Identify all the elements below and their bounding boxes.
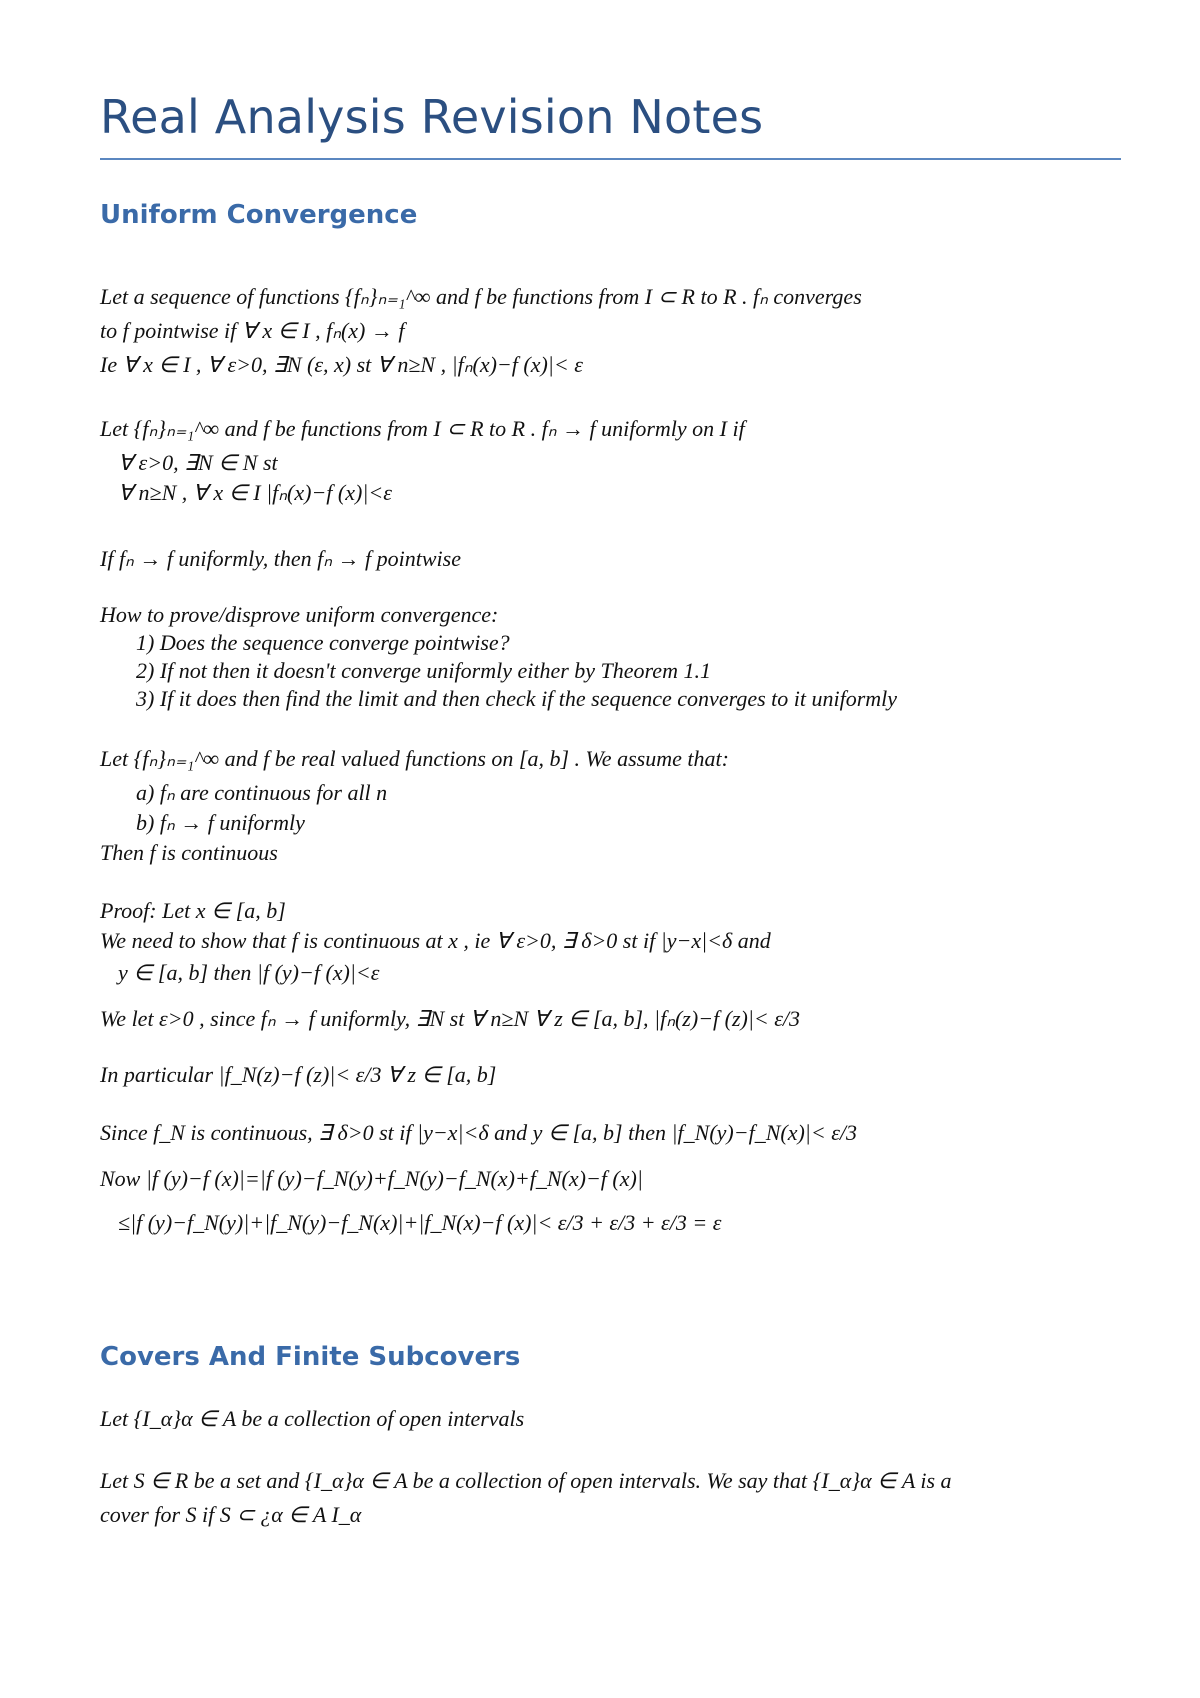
text-line: to f pointwise if ∀ x ∈ I , fₙ(x) → f bbox=[100, 318, 405, 343]
text-line: We need to show that f is continuous at x , ie ∀ ε>0, ∃ δ>0 st if |y−x|<δ and bbox=[100, 928, 771, 953]
section-heading-uniform-convergence: Uniform Convergence bbox=[100, 200, 418, 230]
title-divider bbox=[100, 158, 1121, 160]
text-line: Let S ∈ R be a set and {I_α}α ∈ A be a collection of open intervals. We say that {I_α}α ∈ A is a bbox=[100, 1468, 952, 1493]
text-line: In particular |f_N(z)−f (z)|< ε/3 ∀ z ∈ [a, b] bbox=[100, 1062, 497, 1087]
text-line: Then f is continuous bbox=[100, 840, 278, 865]
text-line: Now |f (y)−f (x)|=|f (y)−f_N(y)+f_N(y)−f_N(x)+f_N(x)−f (x)| bbox=[100, 1166, 643, 1191]
list-item: 2) If not then it doesn't converge uniformly either by Theorem 1.1 bbox=[136, 658, 711, 683]
list-item: b) fₙ → f uniformly bbox=[136, 810, 305, 835]
text-line: We let ε>0 , since fₙ → f uniformly, ∃N st ∀ n≥N ∀ z ∈ [a, b], |fₙ(z)−f (z)|< ε/3 bbox=[100, 1006, 801, 1031]
text-line: ∀ n≥N , ∀ x ∈ I |fₙ(x)−f (x)|<ε bbox=[118, 480, 392, 505]
text-line: Since f_N is continuous, ∃ δ>0 st if |y−x|<δ and y ∈ [a, b] then |f_N(y)−f_N(x)|< ε/3 bbox=[100, 1120, 857, 1145]
text-line: Let {fₙ}ₙ₌₁^∞ and f be functions from I ⊂ R to R . fₙ → f uniformly on I if bbox=[100, 416, 745, 441]
text-line: Proof: Let x ∈ [a, b] bbox=[100, 898, 286, 923]
text-line: ∀ ε>0, ∃N ∈ N st bbox=[118, 450, 278, 475]
section-heading-covers: Covers And Finite Subcovers bbox=[100, 1342, 521, 1372]
list-item: 1) Does the sequence converge pointwise? bbox=[136, 630, 510, 655]
text-line: Let {I_α}α ∈ A be a collection of open intervals bbox=[100, 1406, 525, 1431]
text-line: y ∈ [a, b] then |f (y)−f (x)|<ε bbox=[118, 960, 380, 985]
text-line: If fₙ → f uniformly, then fₙ → f pointwise bbox=[100, 546, 461, 571]
list-item: a) fₙ are continuous for all n bbox=[136, 780, 388, 805]
list-item: 3) If it does then find the limit and then check if the sequence converges to it uniformly bbox=[136, 686, 898, 711]
text-line: ≤|f (y)−f_N(y)|+|f_N(y)−f_N(x)|+|f_N(x)−f (x)|< ε/3 + ε/3 + ε/3 = ε bbox=[118, 1210, 722, 1235]
text-line: Let a sequence of functions {fₙ}ₙ₌₁^∞ and f be functions from I ⊂ R to R . fₙ converges bbox=[100, 284, 862, 309]
text-line: How to prove/disprove uniform convergence: bbox=[100, 602, 499, 627]
text-line: cover for S if S ⊂ ¿α ∈ A I_α bbox=[100, 1502, 362, 1527]
page-title: Real Analysis Revision Notes bbox=[100, 90, 764, 144]
text-line: Ie ∀ x ∈ I , ∀ ε>0, ∃N (ε, x) st ∀ n≥N , |fₙ(x)−f (x)|< ε bbox=[100, 352, 583, 377]
text-line: Let {fₙ}ₙ₌₁^∞ and f be real valued functions on [a, b] . We assume that: bbox=[100, 746, 729, 771]
